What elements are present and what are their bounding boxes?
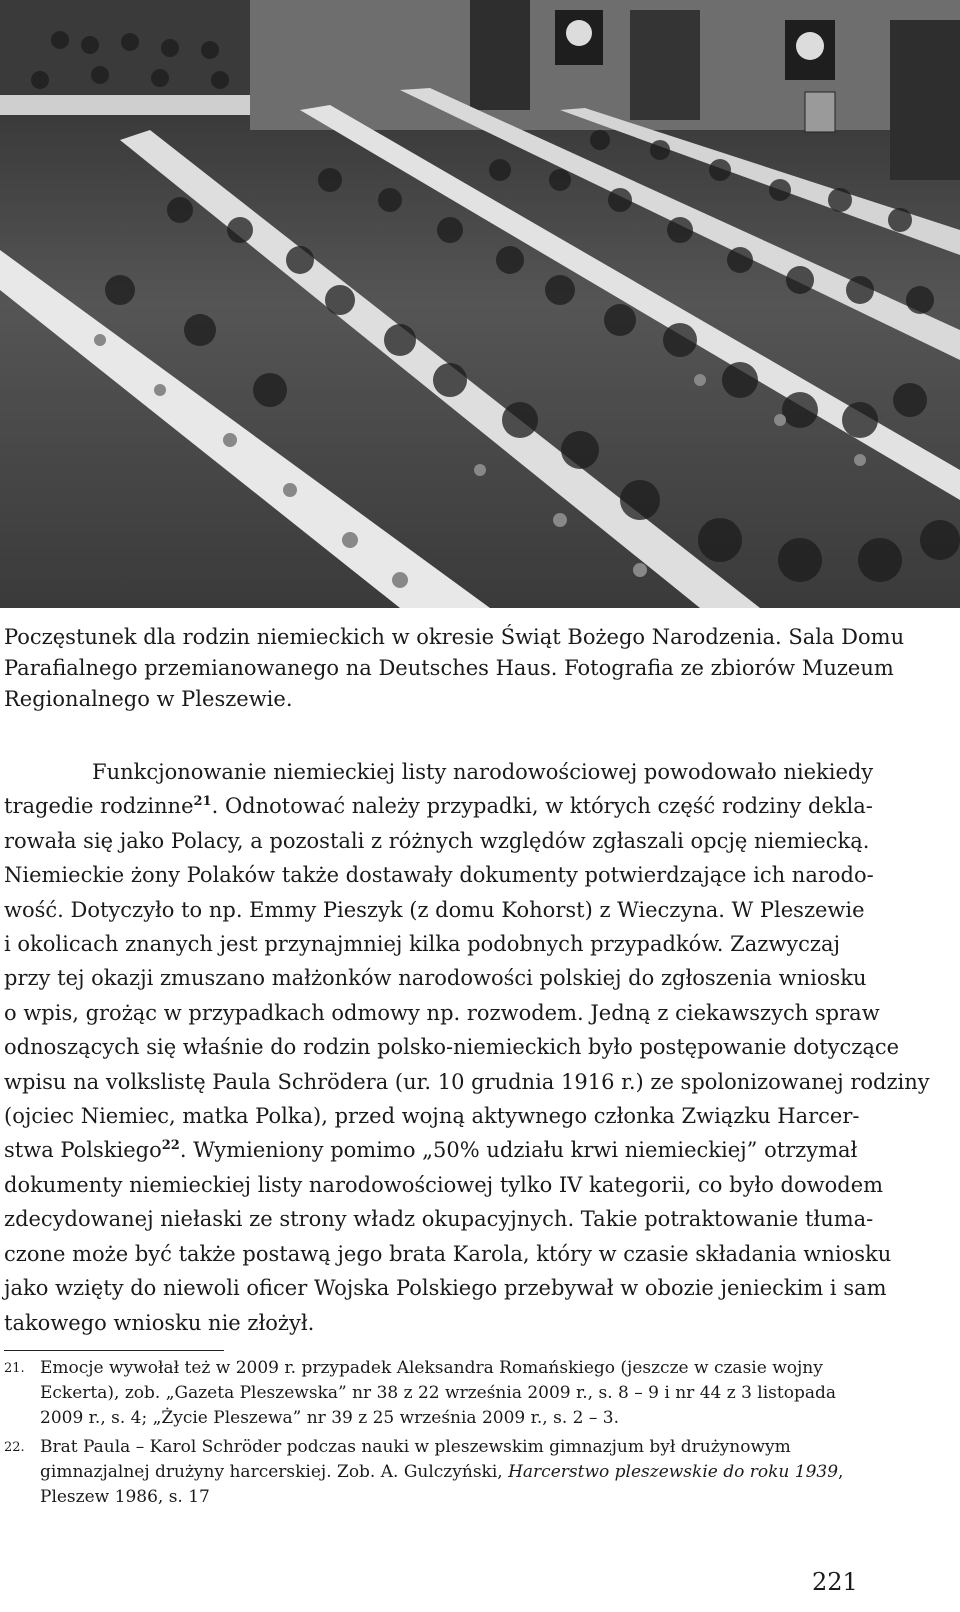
footnote-number: 21.	[4, 1361, 25, 1376]
footnote-line: Pleszew 1986, s. 17	[40, 1487, 210, 1507]
book-title: Harcerstwo pleszewskie do roku 1939	[508, 1462, 839, 1482]
footnote-divider	[4, 1350, 224, 1351]
text-line: zdecydowanej niełaski ze strony władz okupacyjnych. Takie potraktowanie tłuma-	[4, 1207, 874, 1232]
text-line: tragedie rodzinne$^{21}$. Odnotować należy przypadki, w których część rodziny dekla-	[4, 794, 873, 819]
historical-photo	[0, 0, 960, 608]
footnote-21	[4, 1356, 939, 1431]
footnote-22	[4, 1435, 939, 1510]
text-line: dokumenty niemieckiej listy narodowościowej tylko IV kategorii, co było dowodem	[4, 1172, 884, 1197]
text-line: wpisu na volkslistę Paula Schrödera (ur. 10 grudnia 1916 r.) ze spolonizowanej rodziny	[4, 1069, 930, 1094]
footnotes	[4, 1356, 939, 1514]
footnote-number: 22.	[4, 1440, 25, 1455]
text-line: i okolicach znanych jest przynajmniej kilka podobnych przypadków. Zazwyczaj	[4, 932, 841, 957]
text-line: takowego wniosku nie złożył.	[4, 1310, 315, 1335]
text-line: jako wzięty do niewoli oficer Wojska Polskiego przebywał w obozie jenieckim i sam	[4, 1276, 887, 1301]
text-line: wość. Dotyczyło to np. Emmy Pieszyk (z domu Kohorst) z Wieczyna. W Pleszewie	[4, 897, 865, 922]
text-line: o wpis, grożąc w przypadkach odmowy np. rozwodem. Jedną z ciekawszych spraw	[4, 1000, 880, 1025]
banquet-photo-icon	[0, 0, 960, 608]
text-line: czone może być także postawą jego brata Karola, który w czasie składania wniosku	[4, 1241, 892, 1266]
text-line: przy tej okazji zmuszano małżonków narodowości polskiej do zgłoszenia wniosku	[4, 966, 867, 991]
page-number: 221	[812, 1568, 858, 1596]
text-line: (ojciec Niemiec, matka Polka), przed wojną aktywnego członka Związku Harcer-	[4, 1104, 860, 1129]
main-paragraph	[4, 755, 939, 1340]
footnote-line: Eckerta), zob. „Gazeta Pleszewska” nr 38 z 22 września 2009 r., s. 8 – 9 i nr 44 z 3 listopada	[40, 1383, 837, 1403]
caption-line: Parafialnego przemianowanego na Deutsches Haus. Fotografia ze zbiorów Muzeum	[4, 656, 894, 680]
footnote-line: Brat Paula – Karol Schröder podczas nauki w pleszewskim gimnazjum był drużynowym	[40, 1437, 791, 1457]
photo-caption	[4, 622, 939, 715]
text-line: rowała się jako Polacy, a pozostali z różnych względów zgłaszali opcję niemiecką.	[4, 828, 870, 853]
flag-icon	[785, 20, 835, 80]
caption-line: Poczęstunek dla rodzin niemieckich w okresie Świąt Bożego Narodzenia. Sala Domu	[4, 625, 905, 649]
footnote-line: gimnazjalnej drużyny harcerskiej. Zob. A. Gulczyński, Harcerstwo pleszewskie do roku 1939,	[40, 1462, 844, 1482]
footnote-line: Emocje wywołał też w 2009 r. przypadek Aleksandra Romańskiego (jeszcze w czasie wojny	[40, 1358, 823, 1378]
text-line: Niemieckie żony Polaków także dostawały dokumenty potwierdzające ich narodo-	[4, 863, 874, 888]
footnote-ref-22[interactable]: 22	[161, 1138, 180, 1154]
footnote-ref-21[interactable]: 21	[193, 794, 212, 810]
footnote-line: 2009 r., s. 4; „Życie Pleszewa” nr 39 z 25 września 2009 r., s. 2 – 3.	[40, 1408, 619, 1428]
text-line: odnoszących się właśnie do rodzin polsko-niemieckich było postępowanie dotyczące	[4, 1035, 900, 1060]
text-line: stwa Polskiego$^{22}$. Wymieniony pomimo „50% udziału krwi niemieckiej” otrzymał	[4, 1138, 858, 1163]
text-line: Funkcjonowanie niemieckiej listy narodowościowej powodowało niekiedy	[92, 760, 874, 784]
flag-icon	[555, 10, 603, 65]
caption-line: Regionalnego w Pleszewie.	[4, 687, 293, 711]
